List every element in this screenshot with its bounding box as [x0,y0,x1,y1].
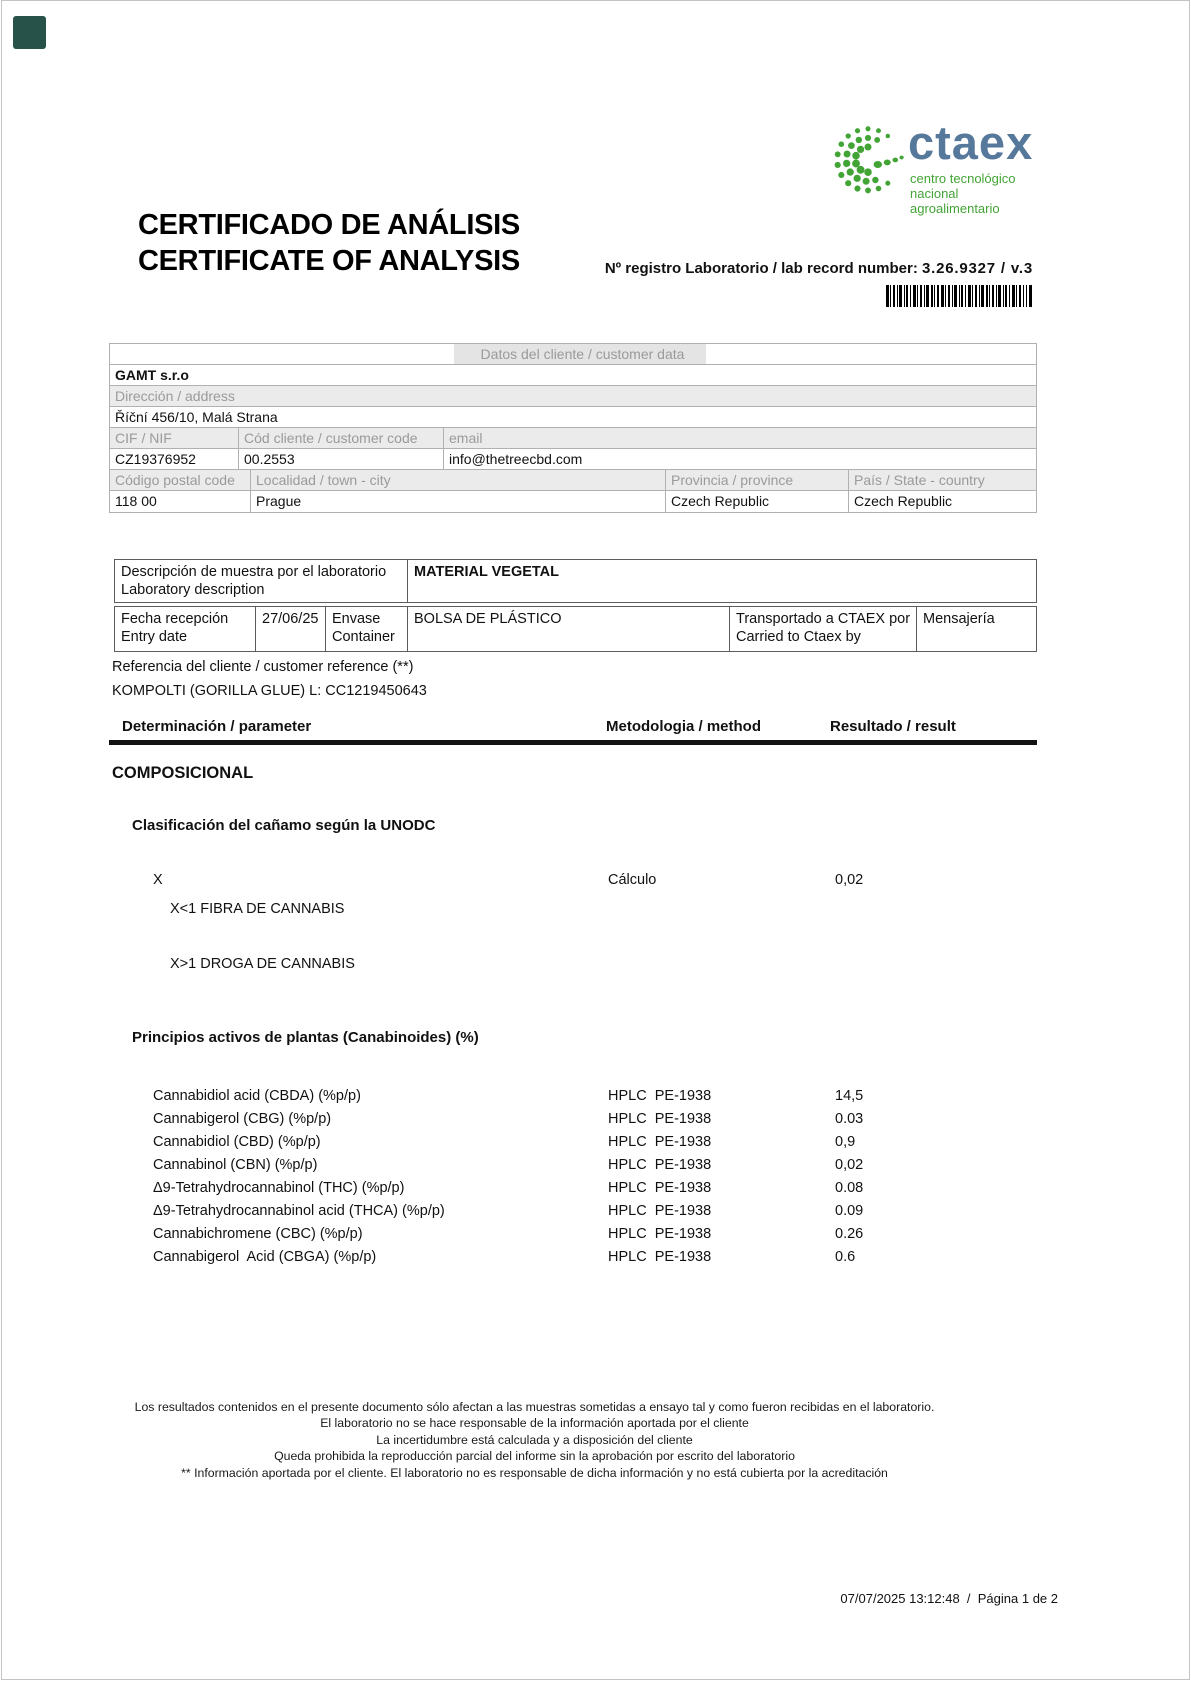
lab-record-label: Nº registro Laboratorio / lab record number: [604,260,923,277]
title-english: CERTIFICATE OF ANALYSIS [138,245,520,277]
container-value: BOLSA DE PLÁSTICO [407,607,729,651]
lab-description-value: MATERIAL VEGETAL [407,560,1036,602]
disclaimer-line: La incertidumbre está calculada y a disposición del cliente [376,1432,693,1447]
postal-value-row [110,491,1036,512]
disclaimer-line: Queda prohibida la reproducción parcial del informe sin la aprobación por escrito del laboratorio [274,1449,795,1464]
address-label-row [110,386,1036,407]
ctaex-logo [826,113,1040,216]
postal-value: 118 00 [115,493,157,509]
subsection-unodc: Clasificación del cañamo según la UNODC [132,817,436,834]
col-method: Metodologia / method [606,718,761,735]
transport-value: Mensajería [916,607,1036,651]
postal-label-row [110,470,1036,491]
address-value: Říční 456/10, Malá Strana [115,409,278,425]
disclaimer-line: El laboratorio no se hace responsable de la información aportada por el cliente [320,1416,749,1431]
col-parameter: Determinación / parameter [122,718,312,735]
province-value: Czech Republic [665,491,848,512]
country-value: Czech Republic [848,491,1036,512]
postal-label: Código postal code [110,470,250,490]
address-value-row [110,407,1036,428]
entry-date-label: Fecha recepción Entry date [121,611,229,645]
province-label: Provincia / province [665,470,848,490]
customer-section-label: Datos del cliente / customer data [454,344,706,364]
customer-code-label: Cód cliente / customer code [238,428,443,448]
customer-data-table [109,343,1037,513]
customer-name-row [110,365,1036,386]
disclaimer-block [62,1399,1007,1481]
cif-label: CIF / NIF [110,428,238,448]
email-label: email [443,428,1036,448]
ctaex-globe-icon [826,115,910,207]
city-value: Prague [250,491,665,512]
entry-date-value: 27/06/25 [255,607,325,651]
customer-reference-label: Referencia del cliente / customer reference (**) [112,659,414,675]
ctaex-tagline-line1: centro tecnológico [910,171,1016,186]
certificate-page: ctaex centro tecnológico nacional agroalimentario CERTIFICADO DE ANÁLISIS CERTIFICATE OF ANALYSIS Nº registro Laboratorio / lab record number: 3.26.9327 / v.3 Datos del cliente / customer data GAMT s.r.o Dirección / address Říční 456/10, Malá Strana CIF / NIF Cód cliente / customer code email CZ19376952 00.2553 info@thetreecbd.com Código postal code Localidad / town - city Provincia / province País / State - country 118 00 Prague Czech Republic Czech Republic Descripción de muestra por el laboratorio Laboratory description MATERIAL VEGETAL Fecha recepción Entry date 27/06/25 Envase Container BOLSA DE PLÁSTICO Transportado a CTAEX por Carried to Ctaex by Mensajería Referencia del cliente / customer reference (**) KOMPOLTI (GORILLA GLUE) L: CC1219450643 Determinación / parameter Metodologia / method Resultado / result COMPOSICIONAL Clasificación del cañamo según la UNODC X Cálculo 0,02 X<1 FIBRA DE CANNABIS X>1 DROGA DE CANNABIS Principios activos de plantas (Canabinoides) (%) Cannabidiol acid (CBDA) (%p/p) HPLC PE-1938 14,5 Cannabigerol (CBG) (%p/p) HPLC PE-1938 0.03 Cannabidiol (CBD) (%p/p) HPLC PE-1938 0,9 Cannabinol (CBN) (%p/p) HPLC PE-1938 0,02 Δ9-Tetrahydrocannabinol (THC) (%p/p) HPLC PE-1938 0.08 Δ9-Tetrahydrocannabinol acid (THCA) (%p/p) HPLC PE-1938 0.09 Cannabichromene (CBC) (%p/p) HPLC PE-1938 0.26 Cannabigerol Acid (CBGA) (%p/p) HPLC PE-1938 0.6 Los resultados contenidos en el presente documento sólo afectan a las muestras sometidas a ensayo tal y como fueron recibidas en el laboratorio. El laboratorio no se hace responsable de la información aportada por el cliente La incertidumbre está calculada y a disposición del cliente Queda prohibida la reproducción parcial del informe sin la aprobación por escrito del laboratorio ** Información aportada por el cliente. El laboratorio no es responsable de dicha información y no está cubierta por la acreditación 07/07/2025 13:12:48 / Página 1 de 2 [1,0,1190,1680]
city-label: Localidad / town - city [250,470,665,490]
customer-reference-value: KOMPOLTI (GORILLA GLUE) L: CC1219450643 [112,683,427,699]
ctaex-tagline-line2: nacional agroalimentario [910,186,1000,216]
reception-row [114,606,1037,652]
corner-marker [13,16,46,49]
col-result: Resultado / result [830,718,956,735]
email-value: info@thetreecbd.com [443,449,1036,469]
classification-note-fibra: X<1 FIBRA DE CANNABIS [170,901,345,917]
print-timestamp-page: 07/07/2025 13:12:48 / Página 1 de 2 [840,1591,1058,1606]
disclaimer-line: Los resultados contenidos en el presente documento sólo afectan a las muestras sometidas a ensayo tal y como fueron recibidas en el laboratorio. [134,1400,935,1414]
transport-label: Transportado a CTAEX por Carried to Ctaex by [729,607,916,651]
ctaex-tagline [910,171,1040,216]
lab-description-label: Descripción de muestra por el laboratorio Laboratory description [121,564,387,598]
section-composicional: COMPOSICIONAL [112,764,254,782]
lab-record-number [605,260,1033,277]
lab-record-value: 3.26.9327 / v.3 [922,260,1033,277]
address-label: Dirección / address [110,386,1036,406]
customer-name: GAMT s.r.o [115,367,189,383]
subsection-cannabinoids: Principios activos de plantas (Canabinoides) (%) [132,1029,479,1046]
sample-description-table [114,559,1037,652]
classification-note-droga: X>1 DROGA DE CANNABIS [170,956,355,972]
ctaex-wordmark: ctaex [908,116,1034,169]
customer-code-value: 00.2553 [238,449,443,469]
title-spanish: CERTIFICADO DE ANÁLISIS [138,209,520,241]
container-label: Envase Container [325,607,407,651]
description-row [114,559,1037,603]
cif-label-row [110,428,1036,449]
cif-value-row [110,449,1036,470]
barcode-icon [886,285,1033,307]
cif-value: CZ19376952 [115,451,196,467]
results-divider [109,740,1037,745]
document-title [138,207,520,279]
disclaimer-line: ** Información aportada por el cliente. El laboratorio no es responsable de dicha información y no está cubierta por la acreditación [181,1465,888,1480]
customer-header-row [110,344,1036,365]
country-label: País / State - country [848,470,1036,490]
